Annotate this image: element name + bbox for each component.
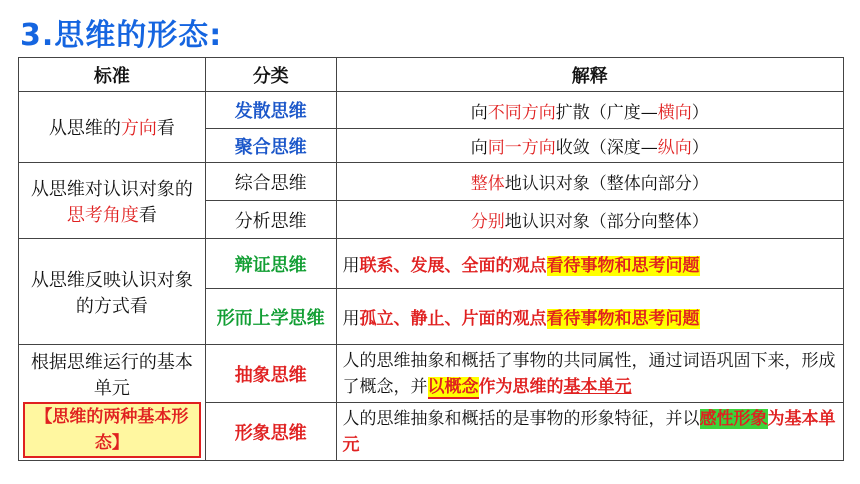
standard-angle: 从思维对认识对象的思考角度看: [19, 163, 206, 239]
category-analytic: 分析思维: [205, 201, 336, 239]
thinking-forms-table: [18, 57, 844, 461]
explanation-convergent: 向同一方向收敛（深度—纵向）: [336, 129, 843, 163]
header-standard: 标准: [19, 58, 206, 92]
header-explanation: 解释: [336, 58, 843, 92]
category-divergent: 发散思维: [205, 92, 336, 129]
table-row: [19, 345, 844, 403]
header-category: 分类: [205, 58, 336, 92]
category-imagery: 形象思维: [205, 403, 336, 461]
explanation-imagery: 人的思维抽象和概括的是事物的形象特征，并以感性形象为基本单元: [336, 403, 843, 461]
basic-forms-badge: 【思维的两种基本形态】: [23, 402, 201, 458]
explanation-abstract: 人的思维抽象和概括了事物的共同属性，通过词语巩固下来，形成了概念，并以概念作为思维的基本单元: [336, 345, 843, 403]
explanation-dialectical: 用联系、发展、全面的观点看待事物和思考问题: [336, 239, 843, 289]
category-metaphysical: 形而上学思维: [205, 289, 336, 345]
explanation-analytic: 分别地认识对象（部分向整体）: [336, 201, 843, 239]
table-row: [19, 92, 844, 129]
category-synthetic: 综合思维: [205, 163, 336, 201]
standard-unit: 根据思维运行的基本单元 【思维的两种基本形态】: [19, 345, 206, 461]
standard-reflection: 从思维反映认识对象的方式看: [19, 239, 206, 345]
category-dialectical: 辩证思维: [205, 239, 336, 289]
category-abstract: 抽象思维: [205, 345, 336, 403]
category-convergent: 聚合思维: [205, 129, 336, 163]
standard-direction: 从思维的方向看: [19, 92, 206, 163]
explanation-synthetic: 整体地认识对象（整体向部分）: [336, 163, 843, 201]
explanation-metaphysical: 用孤立、静止、片面的观点看待事物和思考问题: [336, 289, 843, 345]
explanation-divergent: 向不同方向扩散（广度—横向）: [336, 92, 843, 129]
table-row: [19, 239, 844, 289]
table-header-row: [19, 58, 844, 92]
table-row: [19, 163, 844, 201]
page-title: 3.思维的形态:: [20, 18, 223, 53]
